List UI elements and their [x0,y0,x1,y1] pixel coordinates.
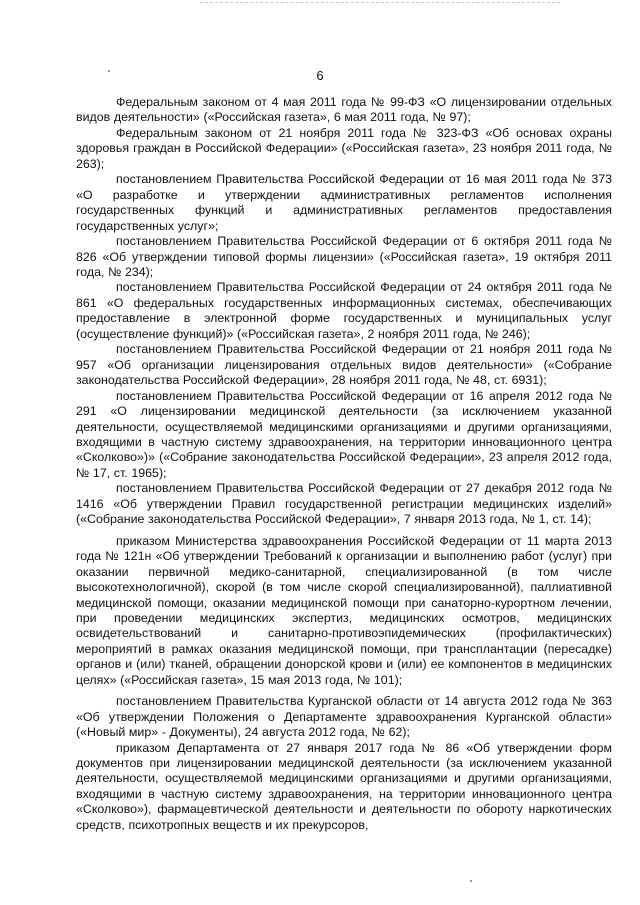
paragraph: постановлением Правительства Курганской области от 14 августа 2012 года № 363 «Об утверждении Положения о Департаменте здравоохранения Курганской области» («Новый мир» - Документы), 24 августа 2012 года, № 62); [76,694,612,740]
page-number: 6 [316,68,324,83]
paragraph: постановлением Правительства Российской Федерации от 21 ноября 2011 года № 957 «Об организации лицензирования отдельных видов деятельности» («Собрание законодательства Российской Федерации», 28 ноября 2011 года, № 48, ст. 6931); [76,342,612,388]
paragraph: приказом Министерства здравоохранения Российской Федерации от 11 марта 2013 года № 121н «Об утверждении Требований к организации и выполнению работ (услуг) при оказании первичной медико-санитарной, специализированной (в том числе высокотехнологичной), скорой (в том числе скорой специализированной), паллиативной медицинской помощи, оказании медицинской помощи при санаторно-курортном лечении, при проведении медицинских экспертиз, медицинских осмотров, медицинских освидетельствований и санитарно-противоэпидемических (профилактических) мероприятий в рамках оказания медицинской помощи, при трансплантации (пересадке) органов и (или) тканей, обращении донорской крови и (или) ее компонентов в медицинских целях» («Российская газета», 15 мая 2013 года, № 101); [76,533,612,687]
paragraph: Федеральным законом от 21 ноября 2011 года № 323-ФЗ «Об основах охраны здоровья граждан в Российской Федерации» («Российская газета», 23 ноября 2011 года, № 263); [76,125,612,171]
paragraph: постановлением Правительства Российской Федерации от 27 декабря 2012 года № 1416 «Об утверждении Правил государственной регистрации медицинских изделий» («Собрание законодательства Российской Федерации», 7 января 2013 года, № 1, ст. 14); [76,481,612,527]
paragraph: приказом Департамента от 27 января 2017 года № 86 «Об утверждении форм документов при лицензировании медицинской деятельности (за исключением указанной деятельности, осуществляемой медицинскими организациями и другими организациями, входящими в частную систему здравоохранения, на территории инновационного центра «Сколково»), фармацевтической деятельности и деятельности по обороту наркотических средств, психотропных веществ и их прекурсоров, [76,740,612,832]
paragraph: Федеральным законом от 4 мая 2011 года № 99-ФЗ «О лицензировании отдельных видов деятельности» («Российская газета», 6 мая 2011 года, № 97); [76,95,612,125]
scan-edge-line [200,2,560,3]
paragraph: постановлением Правительства Российской Федерации от 24 октября 2011 года № 861 «О федеральных государственных информационных системах, обеспечивающих предоставление в электронной форме государственных и муниципальных услуг (осуществление функций)» («Российская газета», 2 ноября 2011 года, № 246); [76,280,612,341]
paragraph: постановлением Правительства Российской Федерации от 16 мая 2011 года № 373 «О разработке и утверждении административных регламентов исполнения государственных функций и административных регламентов предоставления государственных услуг»; [76,172,612,233]
scan-speck [470,880,472,882]
document-body [76,95,612,833]
paragraph: постановлением Правительства Российской Федерации от 16 апреля 2012 года № 291 «О лицензировании медицинской деятельности (за исключением указанной деятельности, осуществляемой медицинскими организациями и другими организациями, входящими в частную систему здравоохранения, на территории инновационного центра «Сколково»)» («Собрание законодательства Российской Федерации», 23 апреля 2012 года, № 17, ст. 1965); [76,388,612,480]
paragraph: постановлением Правительства Российской Федерации от 6 октября 2011 года № 826 «Об утверждении типовой формы лицензии» («Российская газета», 19 октября 2011 года, № 234); [76,234,612,279]
